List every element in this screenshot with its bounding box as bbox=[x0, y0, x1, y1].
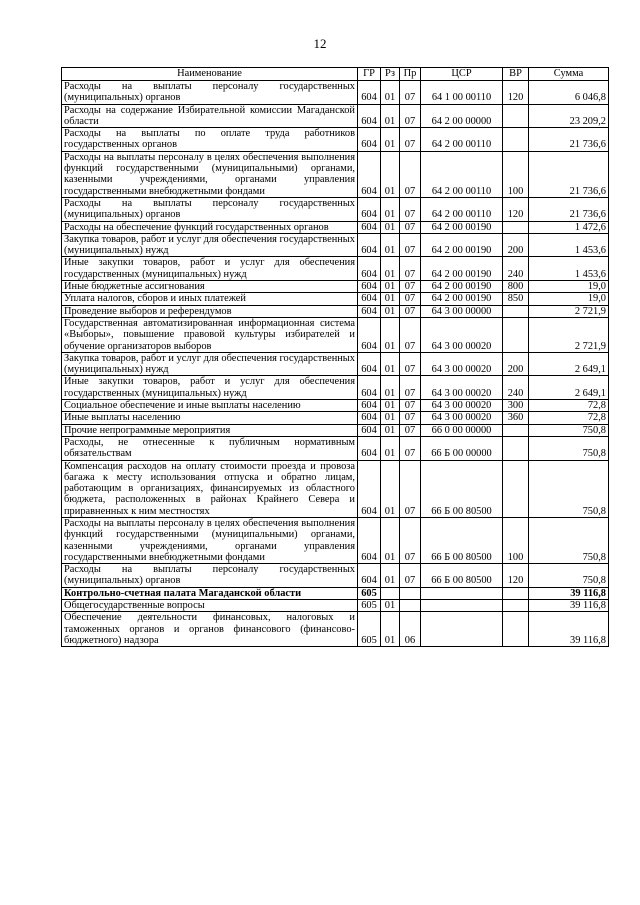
table-row bbox=[62, 128, 609, 152]
table-row bbox=[62, 233, 609, 257]
cell-gr: 604 bbox=[358, 376, 381, 400]
cell-sum: 23 209,2 bbox=[529, 104, 609, 128]
cell-csr: 64 1 00 00110 bbox=[421, 81, 503, 105]
cell-csr: 64 2 00 00110 bbox=[421, 128, 503, 152]
cell-vr bbox=[503, 424, 529, 436]
cell-pr: 07 bbox=[400, 460, 421, 517]
cell-vr bbox=[503, 128, 529, 152]
cell-vr bbox=[503, 460, 529, 517]
cell-sum: 39 116,8 bbox=[529, 612, 609, 647]
cell-gr: 604 bbox=[358, 104, 381, 128]
cell-gr: 604 bbox=[358, 400, 381, 412]
cell-gr: 604 bbox=[358, 460, 381, 517]
cell-pr: 07 bbox=[400, 317, 421, 352]
cell-pr: 07 bbox=[400, 151, 421, 197]
cell-gr: 604 bbox=[358, 81, 381, 105]
cell-sum: 2 649,1 bbox=[529, 352, 609, 376]
cell-csr: 66 0 00 00000 bbox=[421, 424, 503, 436]
cell-csr: 64 3 00 00020 bbox=[421, 400, 503, 412]
cell-sum: 750,8 bbox=[529, 517, 609, 563]
cell-pr: 07 bbox=[400, 221, 421, 233]
cell-pr: 07 bbox=[400, 564, 421, 588]
cell-sum: 39 116,8 bbox=[529, 600, 609, 612]
table-header-row bbox=[62, 68, 609, 81]
cell-vr: 120 bbox=[503, 564, 529, 588]
cell-csr: 64 2 00 00110 bbox=[421, 197, 503, 221]
cell-name: Уплата налогов, сборов и иных платежей bbox=[62, 293, 358, 305]
cell-pr: 07 bbox=[400, 412, 421, 424]
cell-vr bbox=[503, 317, 529, 352]
cell-gr: 605 bbox=[358, 612, 381, 647]
cell-sum: 6 046,8 bbox=[529, 81, 609, 105]
cell-pr bbox=[400, 600, 421, 612]
table-row bbox=[62, 104, 609, 128]
cell-sum: 72,8 bbox=[529, 412, 609, 424]
cell-vr bbox=[503, 600, 529, 612]
cell-sum: 750,8 bbox=[529, 460, 609, 517]
cell-rz: 01 bbox=[381, 317, 400, 352]
table-row bbox=[62, 517, 609, 563]
cell-sum: 21 736,6 bbox=[529, 128, 609, 152]
cell-sum: 19,0 bbox=[529, 281, 609, 293]
cell-sum: 750,8 bbox=[529, 564, 609, 588]
cell-gr: 604 bbox=[358, 257, 381, 281]
cell-name: Иные бюджетные ассигнования bbox=[62, 281, 358, 293]
cell-pr: 06 bbox=[400, 612, 421, 647]
cell-vr: 200 bbox=[503, 233, 529, 257]
cell-vr: 300 bbox=[503, 400, 529, 412]
cell-gr: 604 bbox=[358, 281, 381, 293]
table-row bbox=[62, 612, 609, 647]
header-pr: Пр bbox=[400, 68, 421, 81]
cell-csr bbox=[421, 612, 503, 647]
cell-vr bbox=[503, 612, 529, 647]
cell-gr: 604 bbox=[358, 317, 381, 352]
cell-name: Иные выплаты населению bbox=[62, 412, 358, 424]
cell-gr: 604 bbox=[358, 233, 381, 257]
cell-vr: 100 bbox=[503, 517, 529, 563]
cell-sum: 750,8 bbox=[529, 424, 609, 436]
cell-gr: 604 bbox=[358, 293, 381, 305]
table-row bbox=[62, 412, 609, 424]
table-row bbox=[62, 352, 609, 376]
cell-gr: 604 bbox=[358, 305, 381, 317]
cell-pr: 07 bbox=[400, 197, 421, 221]
cell-rz: 01 bbox=[381, 424, 400, 436]
cell-vr: 200 bbox=[503, 352, 529, 376]
header-name: Наименование bbox=[62, 68, 358, 81]
table-row bbox=[62, 587, 609, 599]
cell-rz: 01 bbox=[381, 564, 400, 588]
cell-sum: 750,8 bbox=[529, 436, 609, 460]
table-row bbox=[62, 281, 609, 293]
table-row bbox=[62, 221, 609, 233]
header-gr: ГР bbox=[358, 68, 381, 81]
cell-rz: 01 bbox=[381, 233, 400, 257]
cell-name: Закупка товаров, работ и услуг для обеспечения государственных (муниципальных) нужд bbox=[62, 352, 358, 376]
cell-sum: 2 721,9 bbox=[529, 317, 609, 352]
cell-rz: 01 bbox=[381, 352, 400, 376]
cell-name: Проведение выборов и референдумов bbox=[62, 305, 358, 317]
cell-pr bbox=[400, 587, 421, 599]
cell-sum: 1 453,6 bbox=[529, 257, 609, 281]
cell-name: Государственная автоматизированная информационная система «Выборы», повышение правовой культуры избирателей и обучение организаторов выборов bbox=[62, 317, 358, 352]
cell-csr: 64 2 00 00190 bbox=[421, 281, 503, 293]
cell-vr: 240 bbox=[503, 257, 529, 281]
cell-name: Иные закупки товаров, работ и услуг для обеспечения государственных (муниципальных) нужд bbox=[62, 376, 358, 400]
cell-pr: 07 bbox=[400, 376, 421, 400]
cell-rz: 01 bbox=[381, 376, 400, 400]
cell-rz: 01 bbox=[381, 517, 400, 563]
cell-pr: 07 bbox=[400, 424, 421, 436]
table-row bbox=[62, 600, 609, 612]
cell-pr: 07 bbox=[400, 436, 421, 460]
budget-table bbox=[61, 67, 609, 647]
cell-csr: 64 2 00 00190 bbox=[421, 221, 503, 233]
cell-vr: 800 bbox=[503, 281, 529, 293]
cell-pr: 07 bbox=[400, 293, 421, 305]
table-row bbox=[62, 317, 609, 352]
cell-pr: 07 bbox=[400, 81, 421, 105]
table-row bbox=[62, 564, 609, 588]
cell-name: Расходы на выплаты персоналу государственных (муниципальных) органов bbox=[62, 81, 358, 105]
cell-name: Расходы на выплаты персоналу государственных (муниципальных) органов bbox=[62, 564, 358, 588]
cell-rz: 01 bbox=[381, 197, 400, 221]
cell-csr: 64 3 00 00020 bbox=[421, 412, 503, 424]
cell-gr: 604 bbox=[358, 412, 381, 424]
cell-rz: 01 bbox=[381, 460, 400, 517]
table-row bbox=[62, 293, 609, 305]
cell-sum: 21 736,6 bbox=[529, 197, 609, 221]
table-row bbox=[62, 197, 609, 221]
table-row bbox=[62, 460, 609, 517]
table-row bbox=[62, 151, 609, 197]
cell-pr: 07 bbox=[400, 281, 421, 293]
cell-vr: 120 bbox=[503, 197, 529, 221]
cell-name: Иные закупки товаров, работ и услуг для обеспечения государственных (муниципальных) нужд bbox=[62, 257, 358, 281]
cell-rz: 01 bbox=[381, 436, 400, 460]
cell-sum: 2 721,9 bbox=[529, 305, 609, 317]
table-row bbox=[62, 376, 609, 400]
cell-vr: 120 bbox=[503, 81, 529, 105]
cell-csr: 64 3 00 00020 bbox=[421, 376, 503, 400]
cell-csr: 64 3 00 00020 bbox=[421, 352, 503, 376]
cell-pr: 07 bbox=[400, 305, 421, 317]
cell-sum: 72,8 bbox=[529, 400, 609, 412]
cell-gr: 605 bbox=[358, 587, 381, 599]
cell-vr: 850 bbox=[503, 293, 529, 305]
cell-csr: 64 3 00 00000 bbox=[421, 305, 503, 317]
cell-gr: 604 bbox=[358, 221, 381, 233]
cell-name: Компенсация расходов на оплату стоимости проезда и провоза багажа к месту использования отпуска и обратно лицам, работающим в организациях, финансируемых из областного бюджета, расположенных в районах Крайнего Севера и приравненных к ним местностях bbox=[62, 460, 358, 517]
cell-vr bbox=[503, 305, 529, 317]
cell-gr: 604 bbox=[358, 352, 381, 376]
cell-name: Расходы, не отнесенные к публичным нормативным обязательствам bbox=[62, 436, 358, 460]
header-sum: Сумма bbox=[529, 68, 609, 81]
cell-gr: 605 bbox=[358, 600, 381, 612]
header-vr: ВР bbox=[503, 68, 529, 81]
cell-rz: 01 bbox=[381, 104, 400, 128]
cell-name: Расходы на содержание Избирательной комиссии Магаданской области bbox=[62, 104, 358, 128]
cell-csr: 64 2 00 00190 bbox=[421, 233, 503, 257]
cell-pr: 07 bbox=[400, 257, 421, 281]
table-row bbox=[62, 305, 609, 317]
cell-csr: 66 Б 00 80500 bbox=[421, 460, 503, 517]
cell-rz: 01 bbox=[381, 412, 400, 424]
cell-name: Прочие непрограммные мероприятия bbox=[62, 424, 358, 436]
cell-sum: 1 472,6 bbox=[529, 221, 609, 233]
cell-sum: 1 453,6 bbox=[529, 233, 609, 257]
cell-csr bbox=[421, 600, 503, 612]
page-number: 12 bbox=[313, 36, 327, 51]
cell-name: Закупка товаров, работ и услуг для обеспечения государственных (муниципальных) нужд bbox=[62, 233, 358, 257]
cell-csr: 64 2 00 00190 bbox=[421, 257, 503, 281]
table-row bbox=[62, 424, 609, 436]
cell-gr: 604 bbox=[358, 436, 381, 460]
cell-csr bbox=[421, 587, 503, 599]
cell-rz: 01 bbox=[381, 151, 400, 197]
cell-sum: 2 649,1 bbox=[529, 376, 609, 400]
cell-csr: 66 Б 00 80500 bbox=[421, 517, 503, 563]
cell-rz: 01 bbox=[381, 600, 400, 612]
cell-gr: 604 bbox=[358, 151, 381, 197]
cell-name: Расходы на выплаты по оплате труда работников государственных органов bbox=[62, 128, 358, 152]
cell-csr: 66 Б 00 00000 bbox=[421, 436, 503, 460]
cell-vr bbox=[503, 104, 529, 128]
cell-rz: 01 bbox=[381, 400, 400, 412]
table-row bbox=[62, 257, 609, 281]
cell-csr: 64 2 00 00110 bbox=[421, 151, 503, 197]
cell-name: Социальное обеспечение и иные выплаты населению bbox=[62, 400, 358, 412]
cell-rz: 01 bbox=[381, 612, 400, 647]
table-row bbox=[62, 436, 609, 460]
cell-csr: 64 3 00 00020 bbox=[421, 317, 503, 352]
cell-name: Расходы на выплаты персоналу в целях обеспечения выполнения функций государственными (муниципальными) органами, казенными учреждениями, органами управления государственными внебюджетными фондами bbox=[62, 517, 358, 563]
cell-rz: 01 bbox=[381, 128, 400, 152]
cell-name: Расходы на выплаты персоналу государственных (муниципальных) органов bbox=[62, 197, 358, 221]
cell-pr: 07 bbox=[400, 400, 421, 412]
cell-gr: 604 bbox=[358, 197, 381, 221]
cell-rz: 01 bbox=[381, 293, 400, 305]
header-csr: ЦСР bbox=[421, 68, 503, 81]
cell-gr: 604 bbox=[358, 128, 381, 152]
table-row bbox=[62, 400, 609, 412]
cell-rz bbox=[381, 587, 400, 599]
cell-vr: 360 bbox=[503, 412, 529, 424]
cell-name: Расходы на выплаты персоналу в целях обеспечения выполнения функций государственными (муниципальными) органами, казенными учреждениями, органами управления государственными внебюджетными фондами bbox=[62, 151, 358, 197]
cell-rz: 01 bbox=[381, 221, 400, 233]
cell-name: Обеспечение деятельности финансовых, налоговых и таможенных органов и органов финансового (финансово-бюджетного) надзора bbox=[62, 612, 358, 647]
cell-pr: 07 bbox=[400, 104, 421, 128]
cell-sum: 39 116,8 bbox=[529, 587, 609, 599]
cell-vr: 240 bbox=[503, 376, 529, 400]
cell-sum: 21 736,6 bbox=[529, 151, 609, 197]
header-rz: Рз bbox=[381, 68, 400, 81]
cell-gr: 604 bbox=[358, 517, 381, 563]
cell-gr: 604 bbox=[358, 564, 381, 588]
cell-vr bbox=[503, 436, 529, 460]
cell-name: Общегосударственные вопросы bbox=[62, 600, 358, 612]
cell-vr bbox=[503, 221, 529, 233]
cell-vr bbox=[503, 587, 529, 599]
cell-rz: 01 bbox=[381, 81, 400, 105]
cell-rz: 01 bbox=[381, 281, 400, 293]
cell-pr: 07 bbox=[400, 128, 421, 152]
cell-pr: 07 bbox=[400, 233, 421, 257]
cell-csr: 66 Б 00 80500 bbox=[421, 564, 503, 588]
cell-vr: 100 bbox=[503, 151, 529, 197]
cell-csr: 64 2 00 00000 bbox=[421, 104, 503, 128]
cell-rz: 01 bbox=[381, 257, 400, 281]
cell-name: Контрольно-счетная палата Магаданской области bbox=[62, 587, 358, 599]
cell-pr: 07 bbox=[400, 352, 421, 376]
table-row bbox=[62, 81, 609, 105]
cell-gr: 604 bbox=[358, 424, 381, 436]
cell-csr: 64 2 00 00190 bbox=[421, 293, 503, 305]
cell-name: Расходы на обеспечение функций государственных органов bbox=[62, 221, 358, 233]
cell-pr: 07 bbox=[400, 517, 421, 563]
cell-sum: 19,0 bbox=[529, 293, 609, 305]
cell-rz: 01 bbox=[381, 305, 400, 317]
